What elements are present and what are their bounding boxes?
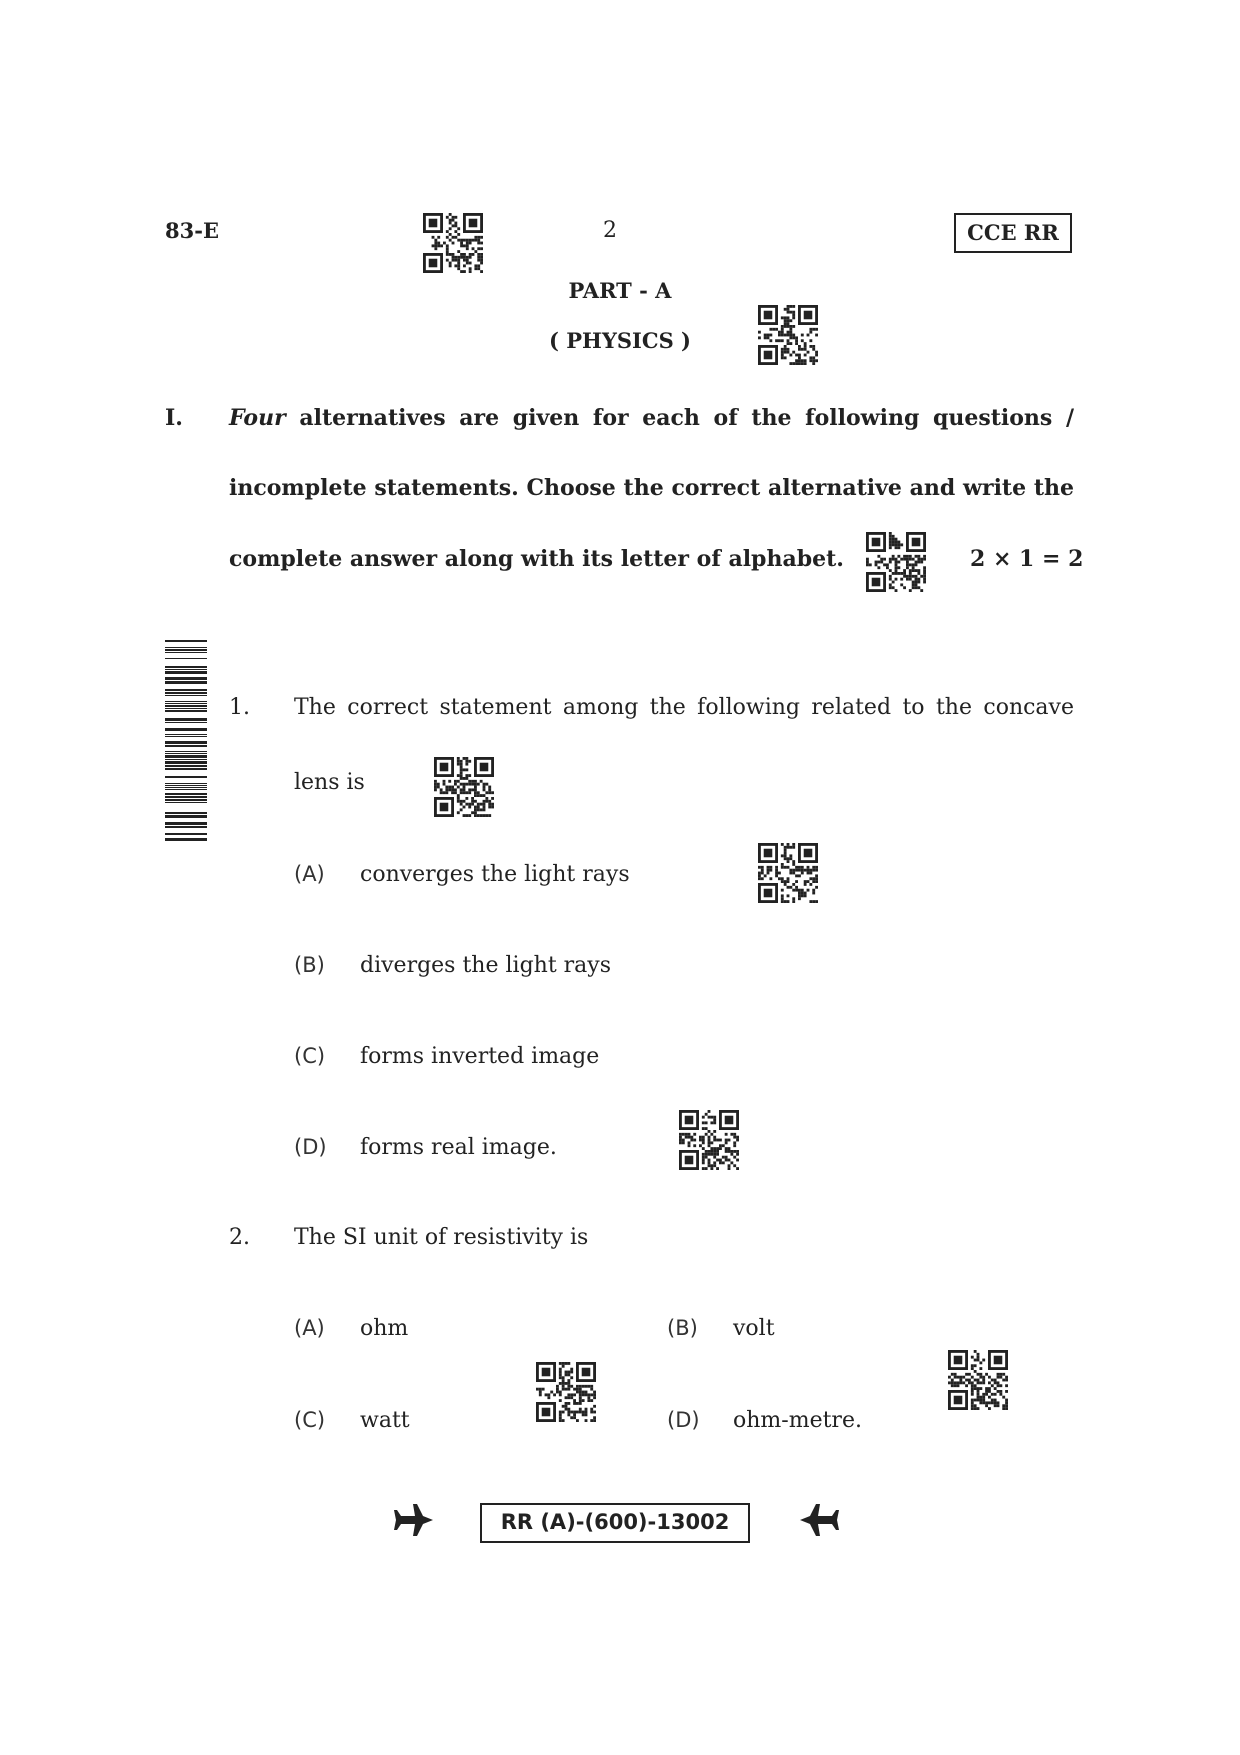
barcode-icon (165, 640, 207, 853)
qr-code-icon (434, 757, 494, 817)
option-text: forms real image. (360, 1135, 557, 1160)
page-number: 2 (603, 218, 617, 243)
instruction-number: I. (165, 405, 183, 431)
instruction-line-3: complete answer along with its letter of alphabet. (229, 546, 844, 572)
qr-code-icon (758, 843, 818, 903)
qr-code-icon (536, 1362, 596, 1422)
option-letter: (A) (294, 862, 325, 886)
option-letter: (C) (294, 1408, 326, 1432)
option-text: volt (733, 1316, 775, 1341)
instruction-line-1-text: alternatives are given for each of the following questions / (299, 405, 1074, 431)
paper-code: 83-E (165, 218, 219, 243)
qr-code-icon (948, 1350, 1008, 1410)
qr-code-icon (866, 532, 926, 592)
option-letter: (C) (294, 1044, 326, 1068)
question-number: 2. (229, 1225, 250, 1250)
qr-code-icon (423, 213, 483, 273)
airplane-icon (393, 1498, 437, 1542)
option-letter: (B) (294, 953, 325, 977)
option-text: forms inverted image (360, 1044, 600, 1069)
question-number: 1. (229, 695, 250, 720)
part-heading: PART - A (568, 278, 672, 303)
subject-heading: ( PHYSICS ) (549, 328, 691, 353)
question-text-continued: lens is (294, 770, 365, 795)
option-letter: (D) (667, 1408, 700, 1432)
question-text: The SI unit of resistivity is (294, 1225, 589, 1250)
option-text: diverges the light rays (360, 953, 612, 978)
question-text: The correct statement among the following related to the concave (294, 695, 1074, 720)
option-letter: (A) (294, 1316, 325, 1340)
option-text: ohm-metre. (733, 1408, 862, 1433)
option-letter: (B) (667, 1316, 698, 1340)
instruction-line-2: incomplete statements. Choose the correct alternative and write the (229, 475, 1074, 501)
qr-code-icon (679, 1110, 739, 1170)
footer-code: RR (A)-(600)-13002 (480, 1503, 750, 1543)
option-text: watt (360, 1408, 410, 1433)
option-text: ohm (360, 1316, 409, 1341)
instruction-line-1 (229, 405, 1074, 431)
scheme-badge: CCE RR (954, 213, 1072, 253)
option-letter: (D) (294, 1135, 327, 1159)
instruction-emphasis: Four (229, 405, 286, 431)
airplane-icon (796, 1498, 840, 1542)
marks-allocation: 2 × 1 = 2 (970, 546, 1084, 572)
option-text: converges the light rays (360, 862, 630, 887)
